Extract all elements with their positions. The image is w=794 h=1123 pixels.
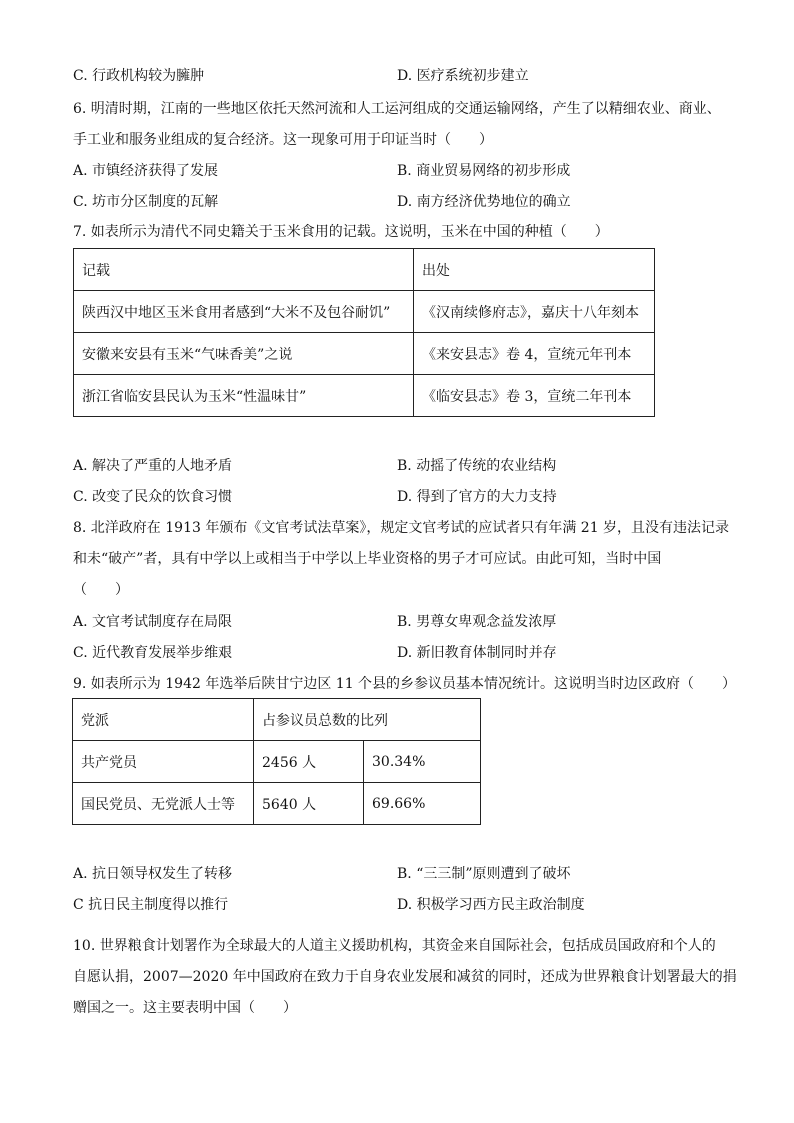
q9-option-c: C 抗日民主制度得以推行 (73, 897, 229, 913)
q8-option-c: C. 近代教育发展举步维艰 (73, 645, 233, 661)
table-cell: 《汉南续修府志》，嘉庆十八年刻本 (414, 291, 655, 333)
q8-option-a: A. 文官考试制度存在局限 (73, 614, 233, 630)
q6-option-a: A. 市镇经济获得了发展 (73, 163, 219, 179)
table-cell: 《来安县志》卷 4，宣统元年刊本 (414, 333, 655, 375)
q9-option-d: D. 积极学习西方民主政治制度 (397, 897, 585, 913)
table-header-row (74, 249, 655, 291)
q6-stem-line2: 手工业和服务业组成的复合经济。这一现象可用于印证当时（ ） (73, 132, 493, 148)
table-row (73, 783, 481, 825)
q7-option-b: B. 动摇了传统的农业结构 (397, 458, 557, 474)
table-row (74, 291, 655, 333)
table-cell: 69.66% (364, 783, 481, 825)
table-cell: 《临安县志》卷 3，宣统二年刊本 (414, 375, 655, 417)
q9-option-a: A. 抗日领导权发生了转移 (73, 866, 233, 882)
table-header-cell: 记载 (74, 249, 414, 291)
q8-option-b: B. 男尊女卑观念益发浓厚 (397, 614, 557, 630)
table-header-cell: 占参议员总数的比列 (254, 699, 481, 741)
table-row (74, 333, 655, 375)
table-row (73, 741, 481, 783)
q8-option-d: D. 新旧教育体制同时并存 (397, 645, 557, 661)
q7-option-a: A. 解决了严重的人地矛盾 (73, 458, 233, 474)
table-row (74, 375, 655, 417)
q8-stem-line2: 和未“破产”者，具有中学以上或相当于中学以上毕业资格的男子才可应试。由此可知，当时中国 (73, 551, 662, 567)
table-cell: 浙江省临安县民认为玉米“性温味甘” (74, 375, 414, 417)
table-cell: 共产党员 (73, 741, 254, 783)
q7-stem: 7. 如表所示为清代不同史籍关于玉米食用的记载。这说明，玉米在中国的种植（ ） (73, 224, 609, 240)
q6-option-c: C. 坊市分区制度的瓦解 (73, 194, 219, 210)
table-cell: 陕西汉中地区玉米食用者感到“大米不及包谷耐饥” (74, 291, 414, 333)
q10-stem-line2: 自愿认捐，2007—2020 年中国政府在致力于自身农业发展和减贫的同时，还成为世界粮食计划署最大的捐 (73, 969, 737, 985)
table-header-cell: 出处 (414, 249, 655, 291)
q7-table (73, 248, 655, 417)
q6-option-b: B. 商业贸易网络的初步形成 (397, 163, 571, 179)
q6-option-d: D. 南方经济优势地位的确立 (397, 194, 571, 210)
q9-table (72, 698, 481, 825)
table-header-cell: 党派 (73, 699, 254, 741)
q6-stem-line1: 6. 明清时期，江南的一些地区依托天然河流和人工运河组成的交通运输网络，产生了以精细农业、商业、 (73, 101, 721, 117)
q8-stem-line1: 8. 北洋政府在 1913 年颁布《文官考试法草案》，规定文官考试的应试者只有年满 21 岁，且没有违法记录 (73, 520, 730, 536)
q7-option-c: C. 改变了民众的饮食习惯 (73, 489, 233, 505)
q5-option-d: D. 医疗系统初步建立 (397, 68, 529, 84)
q5-option-c: C. 行政机构较为臃肿 (73, 68, 205, 84)
q10-stem-line1: 10. 世界粮食计划署作为全球最大的人道主义援助机构，其资金来自国际社会，包括成员国政府和个人的 (73, 938, 716, 954)
table-cell: 5640 人 (254, 783, 364, 825)
q9-option-b: B. “三三制”原则遭到了破坏 (397, 866, 571, 882)
q10-stem-line3: 赠国之一。这主要表明中国（ ） (73, 1000, 297, 1016)
table-header-row (73, 699, 481, 741)
table-cell: 30.34% (364, 741, 481, 783)
q8-stem-line3: （ ） (73, 582, 129, 598)
q9-stem: 9. 如表所示为 1942 年选举后陕甘宁边区 11 个县的乡参议员基本情况统计。这说明当时边区政府（ ） (73, 676, 737, 692)
q7-option-d: D. 得到了官方的大力支持 (397, 489, 557, 505)
table-cell: 2456 人 (254, 741, 364, 783)
table-cell: 国民党员、无党派人士等 (73, 783, 254, 825)
table-cell: 安徽来安县有玉米“气味香美”之说 (74, 333, 414, 375)
